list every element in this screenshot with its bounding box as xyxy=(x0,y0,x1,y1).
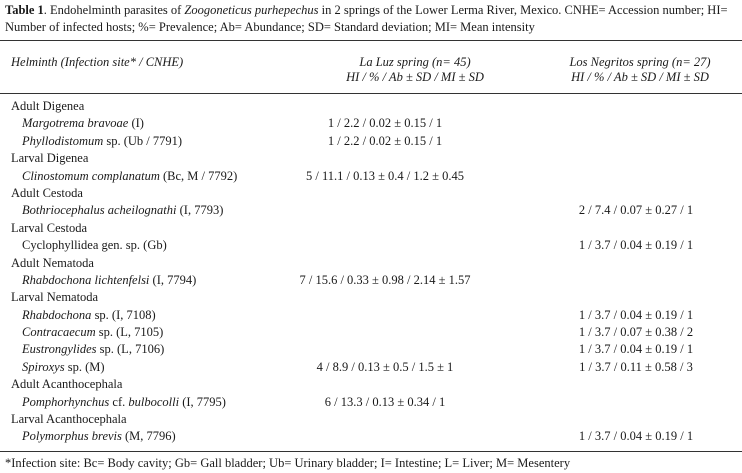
helminth-name xyxy=(22,359,105,376)
table-row xyxy=(0,394,742,411)
group-row xyxy=(0,150,742,167)
taxon-detail: cf. xyxy=(109,394,129,409)
la-luz-value: 6 / 13.3 / 0.13 ± 0.34 / 1 xyxy=(324,394,446,409)
header-negritos-sub: HI / % / Ab ± SD / MI ± SD xyxy=(571,70,709,84)
taxon-detail: sp. (M) xyxy=(64,359,105,374)
caption-text-a: . Endohelminth parasites of xyxy=(43,3,185,17)
los-negritos-value: 1 / 3.7 / 0.04 ± 0.19 / 1 xyxy=(578,429,694,444)
table-row xyxy=(0,324,742,341)
helminth-name xyxy=(22,272,196,289)
table-row xyxy=(0,307,742,324)
los-negritos-value: 1 / 3.7 / 0.07 ± 0.38 / 2 xyxy=(578,325,694,340)
taxon-detail: sp. (L, 7105) xyxy=(95,325,164,340)
la-luz-value: 1 / 2.2 / 0.02 ± 0.15 / 1 xyxy=(327,133,443,148)
header-la-luz-sub: HI / % / Ab ± SD / MI ± SD xyxy=(346,70,484,84)
table-row xyxy=(0,359,742,376)
la-luz-value: 5 / 11.1 / 0.13 ± 0.4 / 1.2 ± 0.45 xyxy=(305,168,465,183)
table-row xyxy=(0,202,742,219)
los-negritos-value: 2 / 7.4 / 0.07 ± 0.27 / 1 xyxy=(578,203,694,218)
helminth-name xyxy=(22,307,156,324)
taxon-name: Contracaecum xyxy=(22,325,96,340)
helminth-name xyxy=(22,394,226,411)
group-row xyxy=(0,289,742,306)
caption-species: Zoogoneticus purhepechus xyxy=(184,3,319,17)
los-negritos-value: 1 / 3.7 / 0.04 ± 0.19 / 1 xyxy=(578,342,694,357)
table-row xyxy=(0,168,742,185)
taxon-name: Bothriocephalus acheilognathi xyxy=(22,203,177,218)
header-negritos-title: Los Negritos spring (n= 27) xyxy=(569,55,711,69)
group-row xyxy=(0,220,742,237)
taxon-detail: sp. (I, 7108) xyxy=(91,307,156,322)
helminth-name xyxy=(22,168,237,185)
taxon-name: Spiroxys xyxy=(22,359,65,374)
group-label: Adult Digenea xyxy=(11,99,85,113)
table-label: Table 1 xyxy=(5,3,44,17)
header-rule xyxy=(0,93,742,94)
group-row xyxy=(0,255,742,272)
table-row xyxy=(0,237,742,254)
taxon-name: Pomphorhynchus xyxy=(22,394,110,409)
table-body xyxy=(0,98,742,446)
la-luz-value: 7 / 15.6 / 0.33 ± 0.98 / 2.14 ± 1.57 xyxy=(299,272,471,287)
bottom-rule xyxy=(0,451,742,452)
helminth-name xyxy=(22,133,182,150)
taxon-detail: sp. (L, 7106) xyxy=(96,342,165,357)
footnote: *Infection site: Bc= Body cavity; Gb= Gall bladder; Ub= Urinary bladder; I= Intestine; L= Liver; M= Mesentery xyxy=(5,456,571,470)
taxon-name: Clinostomum complanatum xyxy=(22,168,160,183)
taxon-name: Rhabdochona lichtenfelsi xyxy=(22,272,150,287)
group-label: Larval Cestoda xyxy=(11,220,88,235)
group-label: Adult Nematoda xyxy=(11,255,94,270)
la-luz-value: 4 / 8.9 / 0.13 ± 0.5 / 1.5 ± 1 xyxy=(316,359,454,374)
helminth-name xyxy=(22,428,176,445)
los-negritos-value: 1 / 3.7 / 0.04 ± 0.19 / 1 xyxy=(578,307,694,322)
taxon-detail: (I, 7794) xyxy=(149,272,197,287)
header-helminth: Helminth (Infection site* / CNHE) xyxy=(11,55,184,69)
table-row xyxy=(0,428,742,445)
helminth-name xyxy=(22,237,167,254)
top-rule xyxy=(0,40,742,41)
la-luz-value: 1 / 2.2 / 0.02 ± 0.15 / 1 xyxy=(327,116,443,131)
taxon-detail: (I) xyxy=(128,116,144,131)
helminth-name xyxy=(22,115,144,132)
taxon-detail: (I, 7795) xyxy=(179,394,226,409)
taxon-name: Rhabdochona xyxy=(22,307,92,322)
group-label: Adult Acanthocephala xyxy=(11,377,123,392)
los-negritos-value: 1 / 3.7 / 0.04 ± 0.19 / 1 xyxy=(578,238,694,253)
group-row xyxy=(0,185,742,202)
group-row xyxy=(0,411,742,428)
taxon-detail: Cyclophyllidea gen. sp. (Gb) xyxy=(22,238,167,253)
taxon-detail: (I, 7793) xyxy=(176,203,224,218)
table-row xyxy=(0,272,742,289)
table-row xyxy=(0,341,742,358)
group-label: Adult Cestoda xyxy=(11,185,83,200)
header-la-luz xyxy=(270,55,560,85)
header-la-luz-title: La Luz spring (n= 45) xyxy=(359,55,471,69)
table-row xyxy=(0,115,742,132)
table-caption xyxy=(5,2,735,36)
helminth-name xyxy=(22,202,223,219)
table-row xyxy=(0,133,742,150)
group-row xyxy=(0,98,742,115)
taxon-detail: sp. (Ub / 7791) xyxy=(103,133,183,148)
helminth-name xyxy=(22,324,163,341)
caption-text-b: in 2 springs of the Lower Lerma River, Mexico. CNHE= Accession number; HI= Number of infected hosts; %= Prevalence; Ab= Abundance; SD= Standard deviation; MI= Mean intensity xyxy=(5,3,728,34)
taxon-name: Phyllodistomum xyxy=(22,133,104,148)
taxon-detail: (Bc, M / 7792) xyxy=(159,168,238,183)
helminth-name xyxy=(22,341,164,358)
group-row xyxy=(0,376,742,393)
taxon-name: Eustrongylides xyxy=(22,342,97,357)
taxon-name: bulbocolli xyxy=(128,394,180,409)
group-label: Larval Nematoda xyxy=(11,290,99,305)
header-los-negritos xyxy=(540,55,740,85)
taxon-detail: (M, 7796) xyxy=(121,429,176,444)
los-negritos-value: 1 / 3.7 / 0.11 ± 0.58 / 3 xyxy=(579,359,693,374)
taxon-name: Margotrema bravoae xyxy=(22,116,129,131)
taxon-name: Polymorphus brevis xyxy=(22,429,122,444)
group-label: Larval Digenea xyxy=(11,151,89,166)
group-label: Larval Acanthocephala xyxy=(11,412,127,427)
